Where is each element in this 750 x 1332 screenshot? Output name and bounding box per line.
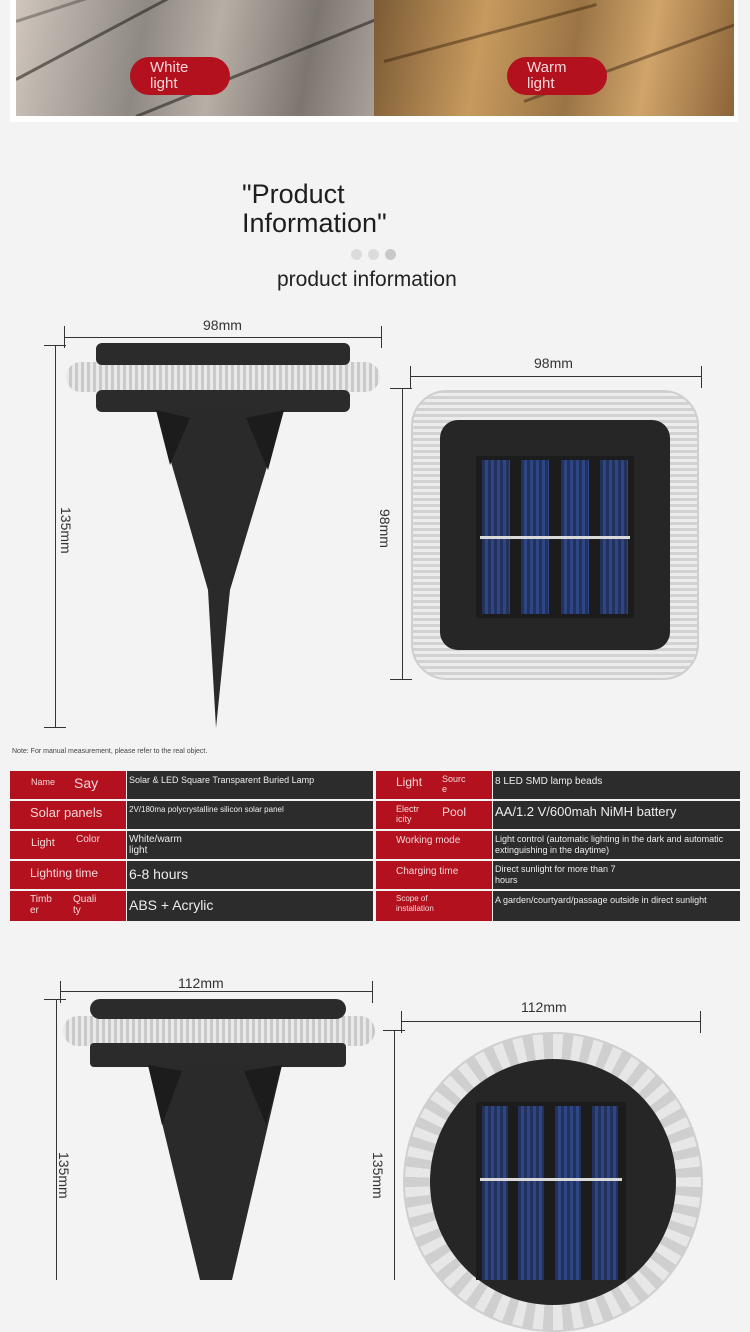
spec-value-charging-time: Direct sunlight for more than 7 hours	[493, 861, 740, 889]
section-title	[242, 180, 387, 238]
spec-value-installation-scope: A garden/courtyard/passage outside in direct sunlight	[493, 891, 740, 921]
spec-value-light-color: White/warm light	[127, 831, 373, 859]
spec-label-solar-panels: Solar panels	[10, 801, 126, 829]
square-lamp-top-cap	[96, 343, 350, 365]
square-lamp-ground-spike	[150, 410, 290, 730]
round-top-height-label: 135mm	[370, 1152, 386, 1199]
dim-line-round-top-width	[401, 1021, 701, 1022]
dim-line-square-side-height	[55, 345, 56, 728]
spec-label-battery: Electr icity Pool	[376, 801, 492, 829]
square-side-width-label: 98mm	[203, 317, 242, 333]
dim-tick	[383, 1030, 405, 1031]
solar-panel-round	[476, 1102, 626, 1280]
measurement-note: Note: For manual measurement, please refer to the real object.	[12, 748, 208, 755]
dim-tick	[372, 981, 373, 1003]
dim-line-square-side-width	[64, 337, 382, 338]
spec-label-material: Timb er Quali ty	[10, 891, 126, 921]
dim-line-round-side-height	[56, 999, 57, 1280]
dim-tick	[410, 366, 411, 388]
solar-panel-square	[476, 456, 634, 618]
spec-value-material: ABS + Acrylic	[127, 891, 373, 921]
white-light-badge: White light	[130, 57, 230, 95]
spec-value-lighting-time: 6-8 hours	[127, 861, 373, 889]
square-side-height-label: 135mm	[58, 507, 74, 554]
dim-tick	[390, 679, 412, 680]
dim-tick	[381, 326, 382, 348]
dim-tick	[390, 388, 412, 389]
round-lamp-diffuser-ring	[63, 1016, 375, 1046]
spec-value-name: Solar & LED Square Transparent Buried Lamp	[127, 771, 373, 799]
spec-value-solar-panels: 2V/180ma polycrystalline silicon solar panel	[127, 801, 373, 829]
dim-line-square-top-width	[410, 376, 702, 377]
square-top-width-label: 98mm	[534, 355, 573, 371]
round-lamp-ground-spike	[140, 1065, 290, 1280]
dim-tick	[44, 345, 66, 346]
decorative-dots	[351, 247, 402, 265]
spec-label-charging-time: Charging time	[376, 861, 492, 889]
spec-value-working-mode: Light control (automatic lighting in the dark and automatic extinguishing in the daytime)	[493, 831, 740, 859]
spec-value-light-source: 8 LED SMD lamp beads	[493, 771, 740, 799]
square-lamp-bottom-cap	[96, 390, 350, 412]
spec-label-light-color: Light Color	[10, 831, 126, 859]
round-lamp-top-cap	[90, 999, 346, 1019]
section-title-line2: Information"	[242, 208, 387, 238]
dim-tick	[700, 1011, 701, 1033]
warm-light-badge: Warm light	[507, 57, 607, 95]
round-top-width-label: 112mm	[521, 999, 567, 1015]
spec-label-working-mode: Working mode	[376, 831, 492, 859]
section-title-line1: "Product	[242, 179, 345, 209]
section-subtitle: product information	[277, 268, 457, 291]
spec-label-lighting-time: Lighting time	[10, 861, 126, 889]
round-side-width-label: 112mm	[178, 975, 224, 991]
dim-tick	[44, 999, 66, 1000]
square-lamp-diffuser-ring	[66, 362, 380, 392]
spec-label-name: Name Say	[10, 771, 126, 799]
dim-tick	[44, 727, 66, 728]
spec-label-installation-scope: Scope of installation	[376, 891, 492, 921]
spec-label-light-source: Light Sourc e	[376, 771, 492, 799]
dim-tick	[701, 366, 702, 388]
spec-value-battery: AA/1.2 V/600mah NiMH battery	[493, 801, 740, 829]
round-lamp-bottom-cap	[90, 1043, 346, 1067]
dim-line-round-top-height	[394, 1030, 395, 1280]
dim-line-round-side-width	[60, 991, 373, 992]
round-side-height-label: 135mm	[56, 1152, 72, 1199]
square-top-height-label: 98mm	[377, 509, 393, 548]
dim-line-square-top-height	[402, 388, 403, 680]
